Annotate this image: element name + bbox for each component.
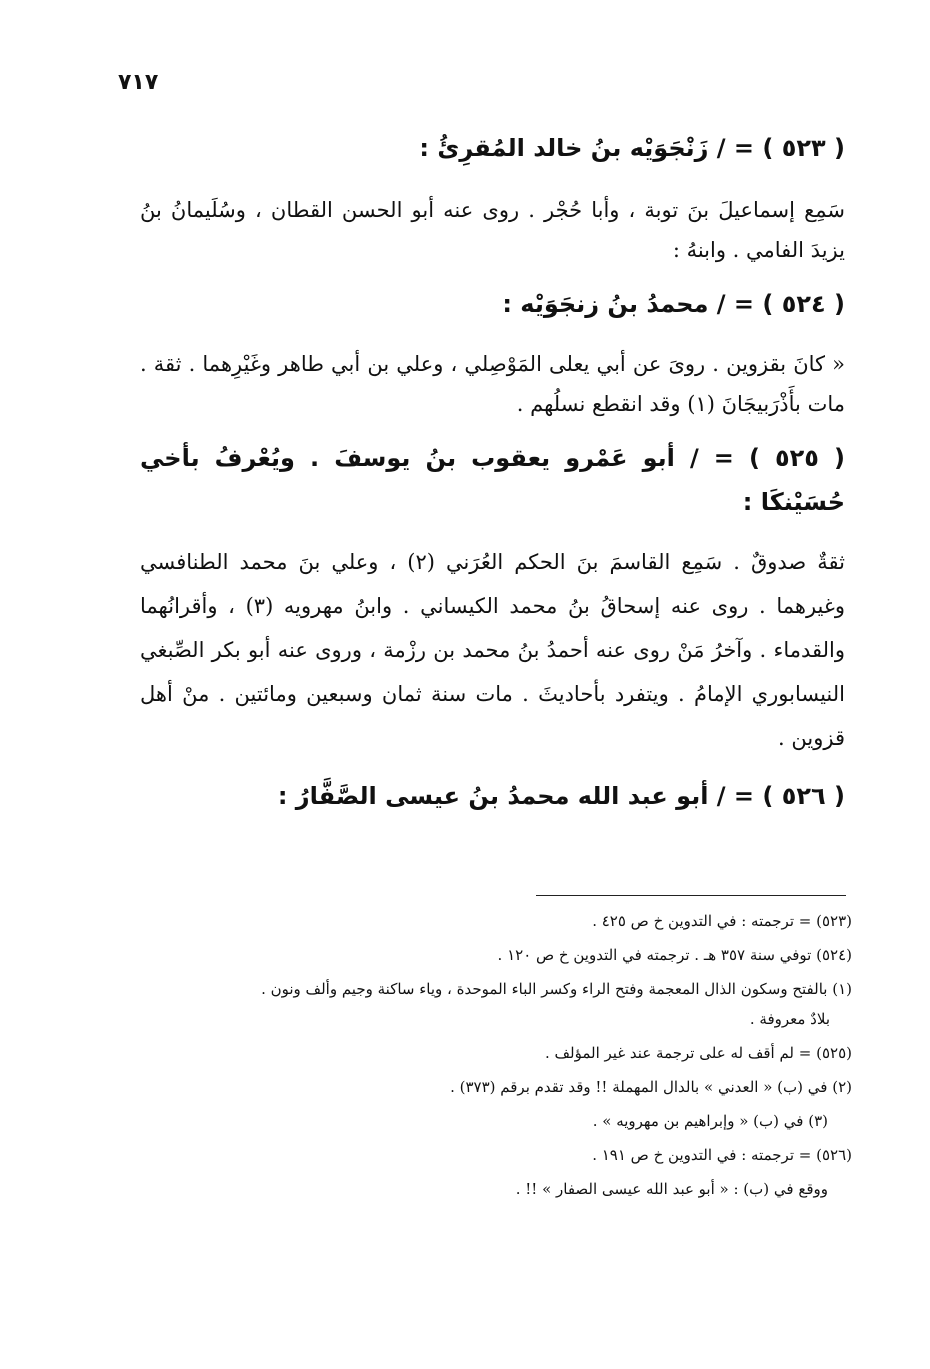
footnote-526-continuation: ووقع في (ب) : « أبو عبد الله عيسى الصفار » !! . <box>515 1180 828 1198</box>
footnote-523: (٥٢٣) = ترجمته : في التدوين خ ص ٤٢٥ . <box>592 912 852 930</box>
footnote-divider <box>536 895 846 896</box>
footnote-1-continuation: بلادٌ معروفة . <box>749 1010 830 1028</box>
footnote-2: (٢) في (ب) « العدني » بالدال المهملة !! وقد تقدم برقم (٣٧٣) . <box>450 1078 852 1096</box>
main-text <box>140 128 845 816</box>
footnote-526: (٥٢٦) = ترجمته : في التدوين خ ص ١٩١ . <box>592 1146 852 1164</box>
entry-heading-526: ( ٥٢٦ ) = / أبو عبد الله محمدُ بنُ عيسى الصَّفَّارُ : <box>277 782 845 810</box>
page-number: ٧١٧ <box>118 70 159 95</box>
footnote-1: (١) بالفتح وسكون الذال المعجمة وفتح الراء وكسر الباء الموحدة ، وياء ساكنة وجيم وألف ونون . <box>261 980 852 998</box>
footnote-524: (٥٢٤) توفي سنة ٣٥٧ هـ . ترجمته في التدوين خ ص ١٢٠ . <box>497 946 852 964</box>
entry-heading-523: ( ٥٢٣ ) = / زَنْجَوَيْه بنُ خالد المُقرِئُ : <box>419 134 845 162</box>
footnote-525: (٥٢٥) = لم أقف له على ترجمة عند غير المؤلف . <box>544 1044 852 1062</box>
entry-heading-524: ( ٥٢٤ ) = / محمدُ بنُ زنجَوَيْه : <box>502 290 845 318</box>
entry-text-524: « كانَ بقزوين . روىَ عن أبي يعلى المَوْصِلي ، وعلي بن أبي طاهر وغَيْرِهما . ثقة . مات بأَذْرَبيجَانَ (١) وقد انقطع نسلُهم . <box>140 352 845 416</box>
entry-text-523: سَمِع إسماعيلَ بنَ توبة ، وأبا حُجْر . روى عنه أبو الحسن القطان ، وسُلَيمانُ بنُ يزيدَ الفامي . وابنهُ : <box>140 198 845 262</box>
footnote-3: (٣) في (ب) « وإبراهيم بن مهرويه » . <box>592 1112 828 1130</box>
entry-heading-525: ( ٥٢٥ ) = / أبو عَمْرو يعقوب بنُ يوسفَ . ويُعْرفُ بأخي حُسَيْنكَا : <box>140 444 845 516</box>
entry-text-525: ثقةٌ صدوقٌ . سَمِع القاسمَ بنَ الحكم العُرَني (٢) ، وعلي بنَ محمد الطنافسي وغيرهما . روى عنه إسحاقُ بنُ محمد الكيساني . وابنُ مهرويه (٣) ، وأقرانُهما والقدماء . وآخرُ مَنْ روى عنه أحمدُ بنُ محمد بن رزْمة ، وروى عنه أبو بكر الصِّبغي النيسابوري الإمامُ . ويتفرد بأحاديثَ . مات سنة ثمان وسبعين ومائتين . منْ أهل قزوين . <box>140 550 845 750</box>
footnotes <box>140 908 852 1210</box>
